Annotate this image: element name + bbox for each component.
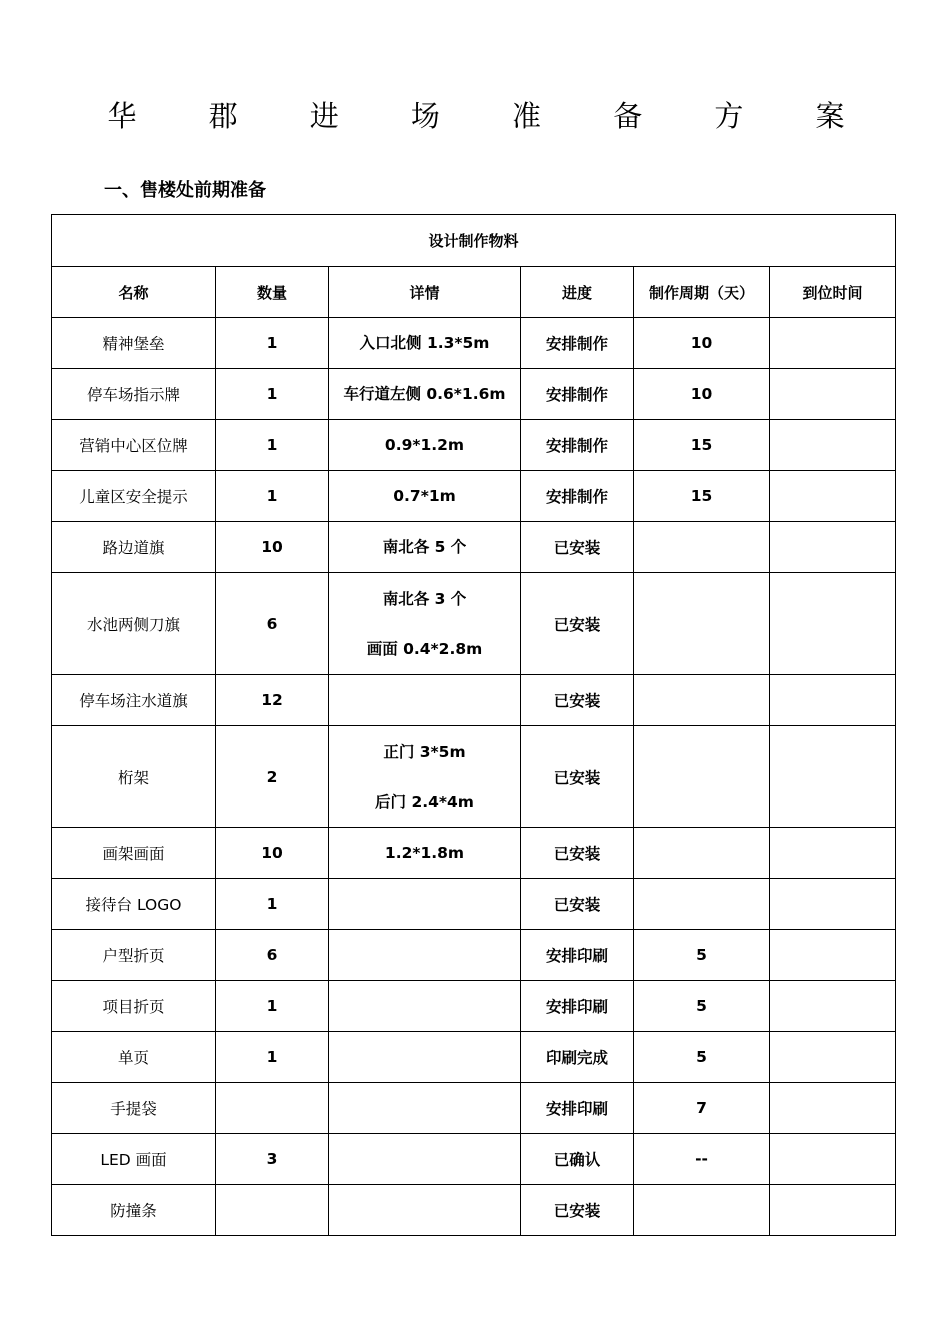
cell-progress: 已安装 <box>521 675 634 726</box>
cell-detail <box>329 675 521 726</box>
cell-detail <box>329 930 521 981</box>
cell-quantity: 6 <box>216 930 329 981</box>
header-name: 名称 <box>52 267 216 318</box>
materials-table <box>51 214 896 1236</box>
cell-quantity: 10 <box>216 522 329 573</box>
cell-progress: 已安装 <box>521 726 634 828</box>
detail-line: 0.7*1m <box>393 487 456 505</box>
cell-arrival <box>770 1032 896 1083</box>
cell-arrival <box>770 471 896 522</box>
table-row <box>52 828 896 879</box>
cell-cycle: 5 <box>634 981 770 1032</box>
cell-progress: 已安装 <box>521 573 634 675</box>
cell-name: 手提袋 <box>52 1083 216 1134</box>
cell-progress: 安排印刷 <box>521 930 634 981</box>
table-row <box>52 930 896 981</box>
detail-line: 车行道左侧 0.6*1.6m <box>343 385 506 403</box>
table-row <box>52 675 896 726</box>
cell-progress: 已安装 <box>521 879 634 930</box>
cell-quantity: 1 <box>216 420 329 471</box>
header-detail: 详情 <box>329 267 521 318</box>
cell-cycle <box>634 828 770 879</box>
document-title <box>106 94 846 135</box>
cell-progress: 已确认 <box>521 1134 634 1185</box>
table-body <box>52 318 896 1236</box>
table-row <box>52 1134 896 1185</box>
cell-detail <box>329 318 521 369</box>
cell-quantity: 3 <box>216 1134 329 1185</box>
cell-arrival <box>770 726 896 828</box>
header-progress: 进度 <box>521 267 634 318</box>
cell-cycle: 5 <box>634 930 770 981</box>
table-row <box>52 471 896 522</box>
title-char: 案 <box>815 99 845 133</box>
cell-name: 画架画面 <box>52 828 216 879</box>
cell-detail <box>329 369 521 420</box>
cell-arrival <box>770 522 896 573</box>
detail-line: 南北各 5 个 <box>382 538 467 556</box>
cell-progress: 印刷完成 <box>521 1032 634 1083</box>
cell-name: 项目折页 <box>52 981 216 1032</box>
cell-quantity <box>216 1185 329 1236</box>
cell-name: 户型折页 <box>52 930 216 981</box>
cell-quantity: 6 <box>216 573 329 675</box>
cell-detail <box>329 981 521 1032</box>
detail-line: 入口北侧 1.3*5m <box>359 334 490 352</box>
cell-detail <box>329 726 521 828</box>
cell-arrival <box>770 675 896 726</box>
table-row <box>52 1083 896 1134</box>
header-cycle: 制作周期（天） <box>634 267 770 318</box>
cell-name: 水池两侧刀旗 <box>52 573 216 675</box>
cell-cycle <box>634 522 770 573</box>
detail-line: 1.2*1.8m <box>384 844 465 862</box>
table-row <box>52 420 896 471</box>
cell-detail <box>329 879 521 930</box>
cell-progress: 安排制作 <box>521 369 634 420</box>
cell-arrival <box>770 420 896 471</box>
section-heading: 一、售楼处前期准备 <box>104 180 266 201</box>
detail-line: 正门 3*5m <box>383 742 466 761</box>
title-char: 准 <box>512 99 542 133</box>
cell-detail <box>329 420 521 471</box>
cell-name: 营销中心区位牌 <box>52 420 216 471</box>
detail-line: 后门 2.4*4m <box>375 792 474 811</box>
table-row <box>52 369 896 420</box>
header-arrival: 到位时间 <box>770 267 896 318</box>
cell-arrival <box>770 1134 896 1185</box>
cell-cycle: 10 <box>634 369 770 420</box>
table-row <box>52 726 896 828</box>
cell-cycle: 10 <box>634 318 770 369</box>
cell-progress: 已安装 <box>521 1185 634 1236</box>
cell-name: 防撞条 <box>52 1185 216 1236</box>
title-char: 华 <box>107 99 137 133</box>
table-row <box>52 318 896 369</box>
cell-cycle: -- <box>634 1134 770 1185</box>
cell-arrival <box>770 828 896 879</box>
cell-quantity: 1 <box>216 879 329 930</box>
cell-cycle <box>634 573 770 675</box>
table-row <box>52 879 896 930</box>
cell-arrival <box>770 318 896 369</box>
cell-name: LED 画面 <box>52 1134 216 1185</box>
cell-progress: 安排制作 <box>521 318 634 369</box>
cell-progress: 安排制作 <box>521 420 634 471</box>
cell-detail <box>329 471 521 522</box>
cell-cycle: 7 <box>634 1083 770 1134</box>
cell-arrival <box>770 981 896 1032</box>
cell-cycle: 15 <box>634 420 770 471</box>
cell-name: 路边道旗 <box>52 522 216 573</box>
cell-cycle <box>634 726 770 828</box>
cell-name: 单页 <box>52 1032 216 1083</box>
cell-detail <box>329 1134 521 1185</box>
table-row <box>52 522 896 573</box>
cell-cycle <box>634 675 770 726</box>
cell-progress: 已安装 <box>521 828 634 879</box>
cell-progress: 安排制作 <box>521 471 634 522</box>
table-row <box>52 1185 896 1236</box>
cell-quantity <box>216 1083 329 1134</box>
cell-quantity: 10 <box>216 828 329 879</box>
cell-quantity: 1 <box>216 1032 329 1083</box>
title-char: 进 <box>309 99 339 133</box>
table-row <box>52 1032 896 1083</box>
cell-name: 接待台 LOGO <box>52 879 216 930</box>
title-char: 备 <box>613 99 643 133</box>
cell-arrival <box>770 573 896 675</box>
cell-progress: 安排印刷 <box>521 1083 634 1134</box>
cell-progress: 已安装 <box>521 522 634 573</box>
cell-name: 停车场注水道旗 <box>52 675 216 726</box>
title-char: 方 <box>714 99 744 133</box>
cell-cycle <box>634 879 770 930</box>
cell-detail <box>329 1083 521 1134</box>
title-char: 场 <box>410 99 440 133</box>
cell-cycle: 5 <box>634 1032 770 1083</box>
cell-quantity: 1 <box>216 981 329 1032</box>
cell-arrival <box>770 930 896 981</box>
cell-quantity: 2 <box>216 726 329 828</box>
cell-cycle <box>634 1185 770 1236</box>
cell-progress: 安排印刷 <box>521 981 634 1032</box>
header-quantity: 数量 <box>216 267 329 318</box>
cell-detail <box>329 573 521 675</box>
table-row <box>52 981 896 1032</box>
cell-arrival <box>770 1083 896 1134</box>
cell-name: 桁架 <box>52 726 216 828</box>
cell-quantity: 1 <box>216 471 329 522</box>
cell-quantity: 12 <box>216 675 329 726</box>
detail-line: 画面 0.4*2.8m <box>366 639 483 658</box>
title-char: 郡 <box>208 99 238 133</box>
cell-quantity: 1 <box>216 369 329 420</box>
cell-detail <box>329 1185 521 1236</box>
cell-cycle: 15 <box>634 471 770 522</box>
cell-arrival <box>770 1185 896 1236</box>
table-row <box>52 573 896 675</box>
cell-name: 停车场指示牌 <box>52 369 216 420</box>
cell-name: 儿童区安全提示 <box>52 471 216 522</box>
cell-arrival <box>770 879 896 930</box>
cell-detail <box>329 828 521 879</box>
detail-line: 0.9*1.2m <box>384 436 465 454</box>
table-caption: 设计制作物料 <box>52 215 896 267</box>
cell-detail <box>329 1032 521 1083</box>
cell-name: 精神堡垒 <box>52 318 216 369</box>
cell-arrival <box>770 369 896 420</box>
detail-line: 南北各 3 个 <box>382 589 467 608</box>
cell-detail <box>329 522 521 573</box>
cell-quantity: 1 <box>216 318 329 369</box>
